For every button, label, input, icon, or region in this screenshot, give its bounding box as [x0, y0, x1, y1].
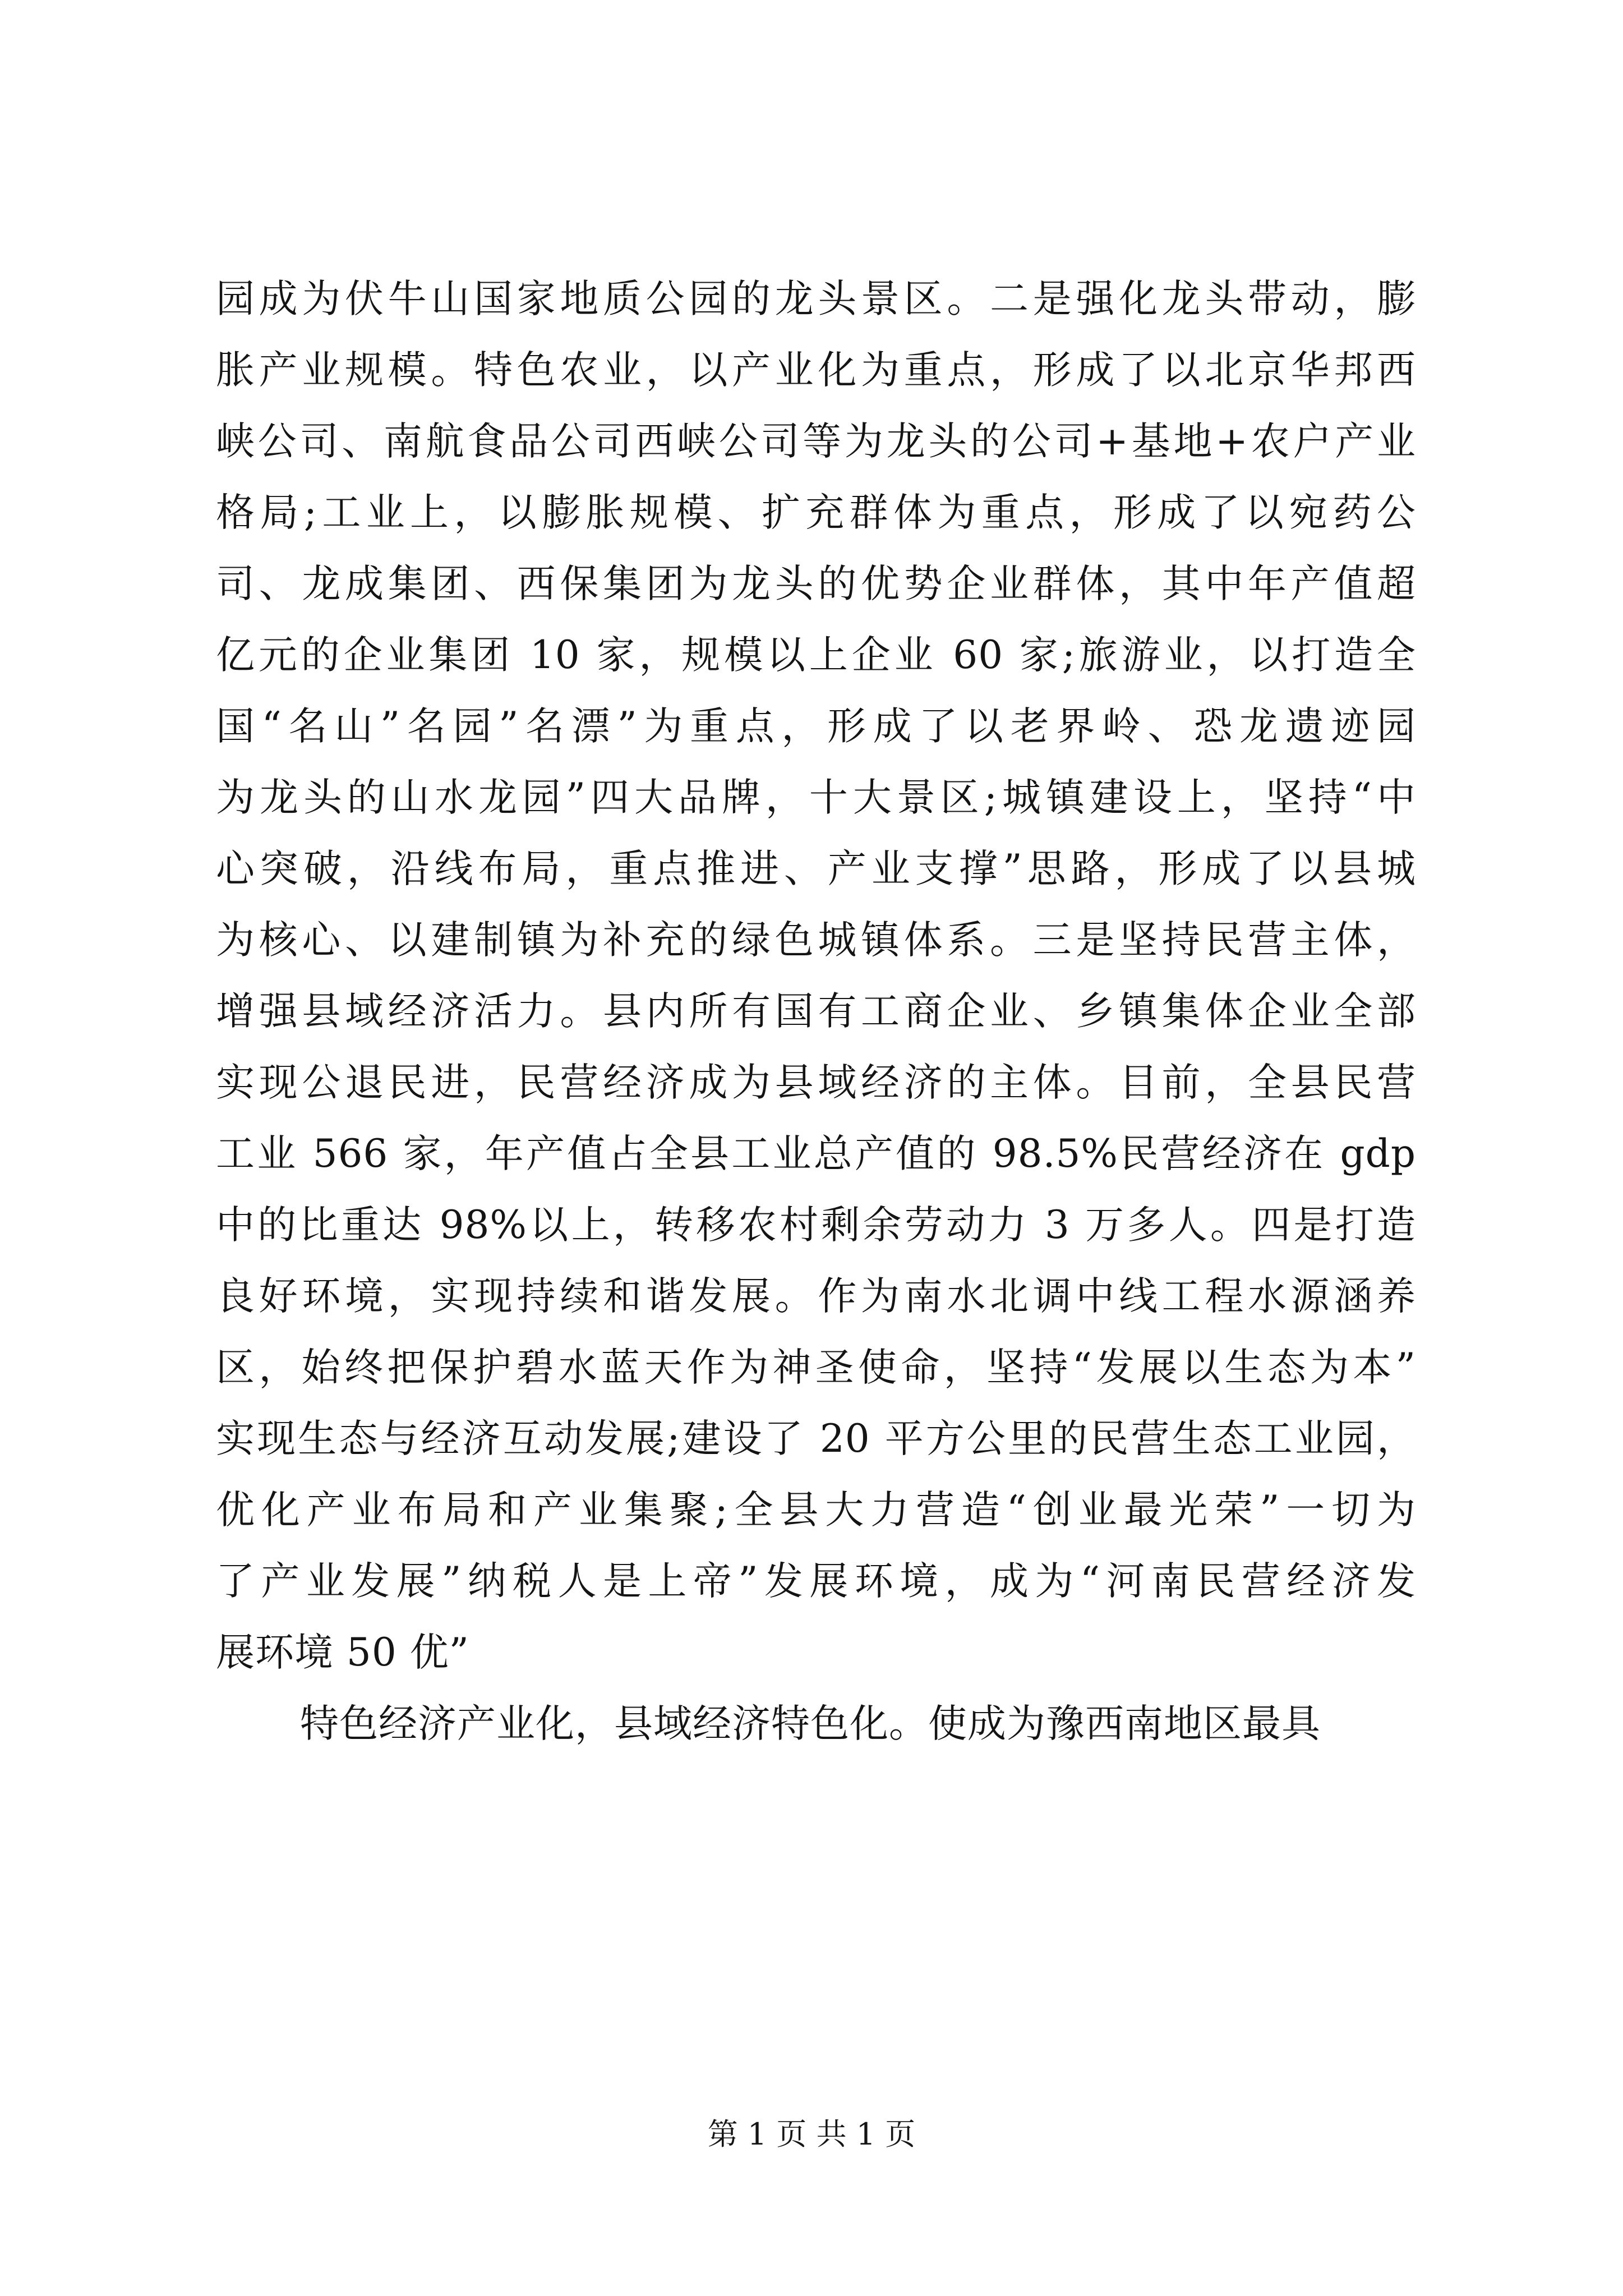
text-line: 工业 566 家，年产值占全县工业总产值的 98.5%民营经济在 gdp	[216, 1131, 1416, 1176]
text-line: 胀产业规模。特色农业，以产业化为重点，形成了以北京华邦西	[216, 348, 1416, 393]
paragraph-1	[216, 264, 1416, 1688]
text-line: 为龙头的山水龙园”四大品牌，十大景区;城镇建设上，坚持“中	[216, 775, 1417, 820]
text-line: 司、龙成集团、西保集团为龙头的优势企业群体，其中年产值超	[216, 562, 1416, 606]
text-line: 心突破，沿线布局，重点推进、产业支撑”思路，形成了以县城	[216, 846, 1416, 891]
text-line: 良好环境，实现持续和谐发展。作为南水北调中线工程水源涵养	[216, 1274, 1416, 1319]
text-line: 优化产业布局和产业集聚;全县大力营造“创业最光荣”一切为	[216, 1488, 1416, 1533]
text-line: 格局;工业上，以膨胀规模、扩充群体为重点，形成了以宛药公	[216, 490, 1416, 535]
text-line: 增强县域经济活力。县内所有国有工商企业、乡镇集体企业全部	[216, 989, 1416, 1034]
text-line: 中的比重达 98%以上，转移农村剩余劳动力 3 万多人。四是打造	[216, 1203, 1416, 1248]
text-line: 亿元的企业集团 10 家，规模以上企业 60 家;旅游业，以打造全	[216, 633, 1416, 678]
paragraph-2	[216, 1688, 1416, 1760]
document-body	[216, 264, 1416, 1760]
text-line: 为核心、以建制镇为补充的绿色城镇体系。三是坚持民营主体，	[216, 918, 1416, 963]
text-line: 展环境 50 优”	[216, 1630, 469, 1675]
text-line: 区，始终把保护碧水蓝天作为神圣使命，坚持“发展以生态为本”	[216, 1345, 1416, 1390]
text-line: 了产业发展”纳税人是上帝”发展环境，成为“河南民营经济发	[216, 1559, 1416, 1604]
text-line: 峡公司、南航食品公司西峡公司等为龙头的公司+基地+农户产业	[216, 419, 1416, 464]
page-number: 第 1 页 共 1 页	[707, 2116, 916, 2152]
page-footer	[0, 2115, 1623, 2154]
text-line: 实现公退民进，民营经济成为县域经济的主体。目前，全县民营	[216, 1060, 1416, 1105]
text-line: 特色经济产业化，县域经济特色化。使成为豫西南地区最具	[300, 1701, 1321, 1746]
text-line: 园成为伏牛山国家地质公园的龙头景区。二是强化龙头带动，膨	[216, 277, 1416, 321]
text-line: 国“名山”名园”名漂”为重点，形成了以老界岭、恐龙遗迹园	[216, 704, 1416, 749]
text-line: 实现生态与经济互动发展;建设了 20 平方公里的民营生态工业园，	[216, 1416, 1416, 1461]
